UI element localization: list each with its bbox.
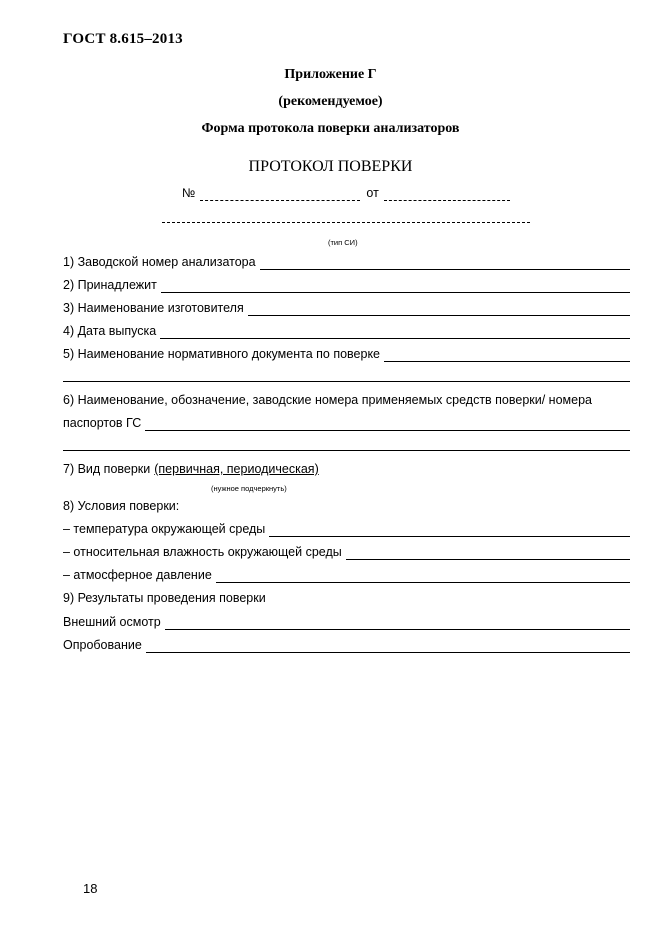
date-label: от bbox=[366, 186, 379, 200]
inspection-label: Внешний осмотр bbox=[63, 615, 161, 629]
item-1-label: 1) Заводской номер анализатора bbox=[63, 255, 256, 269]
item-7-label: 7) Вид поверки bbox=[63, 462, 151, 476]
pressure-field[interactable] bbox=[216, 570, 630, 583]
appendix-status: (рекомендуемое) bbox=[278, 94, 383, 109]
normative-document-continuation-line[interactable] bbox=[63, 381, 630, 382]
number-label: № bbox=[182, 186, 196, 200]
item-2-row bbox=[63, 277, 630, 293]
item-8-row bbox=[63, 498, 179, 514]
testing-label: Опробование bbox=[63, 638, 142, 652]
humidity-row bbox=[63, 544, 630, 560]
owner-field[interactable] bbox=[161, 280, 630, 293]
item-3-row bbox=[63, 300, 630, 316]
instrument-type-field[interactable] bbox=[162, 222, 530, 223]
item-5-label: 5) Наименование нормативного документа по поверке bbox=[63, 347, 381, 361]
pressure-row bbox=[63, 567, 630, 583]
item-3-label: 3) Наименование изготовителя bbox=[63, 301, 244, 315]
normative-document-field[interactable] bbox=[384, 349, 630, 362]
item-9-label: 9) Результаты проведения поверки bbox=[63, 591, 266, 605]
humidity-field[interactable] bbox=[346, 547, 630, 560]
verification-type-note: (нужное подчеркнуть) bbox=[211, 484, 287, 493]
release-date-field[interactable] bbox=[160, 326, 630, 339]
protocol-number-row bbox=[182, 185, 510, 201]
item-4-row bbox=[63, 323, 630, 339]
verification-type-options[interactable]: (первичная, периодическая) bbox=[154, 462, 319, 476]
item-9-row bbox=[63, 590, 266, 606]
item-2-label: 2) Принадлежит bbox=[63, 278, 157, 292]
item-6-row bbox=[63, 392, 630, 408]
item-6-label: 6) Наименование, обозначение, заводские номера применяемых средств поверки/ номера bbox=[63, 393, 592, 407]
testing-field[interactable] bbox=[146, 640, 630, 653]
item-6-row-2 bbox=[63, 415, 630, 431]
temperature-field[interactable] bbox=[269, 524, 630, 537]
testing-row bbox=[63, 637, 630, 653]
page-number: 18 bbox=[83, 881, 98, 896]
item-7-row bbox=[63, 461, 319, 477]
instrument-type-caption: (тип СИ) bbox=[328, 238, 358, 247]
item-5-row bbox=[63, 346, 630, 362]
verification-means-field[interactable] bbox=[145, 418, 630, 431]
serial-number-field[interactable] bbox=[260, 257, 630, 270]
inspection-field[interactable] bbox=[165, 617, 630, 630]
document-code: ГОСТ 8.615–2013 bbox=[63, 31, 183, 47]
item-1-row bbox=[63, 254, 630, 270]
item-8-label: 8) Условия поверки: bbox=[63, 499, 180, 513]
temperature-row bbox=[63, 521, 630, 537]
protocol-number-field[interactable] bbox=[200, 188, 360, 201]
item-4-label: 4) Дата выпуска bbox=[63, 324, 157, 338]
inspection-row bbox=[63, 614, 630, 630]
item-6-label-2: паспортов ГС bbox=[63, 416, 142, 430]
humidity-label: – относительная влажность окружающей среды bbox=[63, 545, 342, 559]
manufacturer-field[interactable] bbox=[248, 303, 630, 316]
form-title: Форма протокола поверки анализаторов bbox=[201, 121, 460, 136]
protocol-date-field[interactable] bbox=[384, 188, 510, 201]
appendix-title: Приложение Г bbox=[284, 67, 377, 82]
pressure-label: – атмосферное давление bbox=[63, 568, 212, 582]
protocol-title: ПРОТОКОЛ ПОВЕРКИ bbox=[248, 158, 413, 175]
temperature-label: – температура окружающей среды bbox=[63, 522, 266, 536]
verification-means-continuation-line[interactable] bbox=[63, 450, 630, 451]
